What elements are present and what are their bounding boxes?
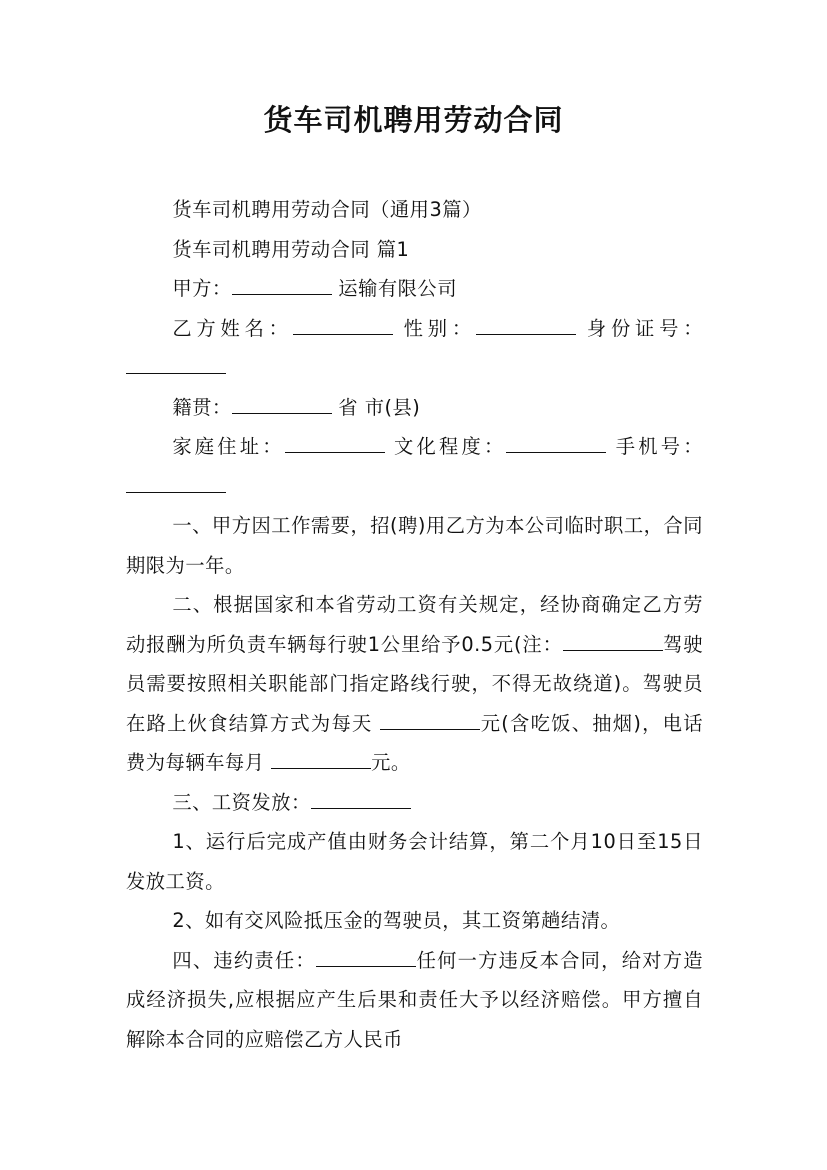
clause-3-item-2 — [126, 901, 703, 941]
address-label: 家庭住址： — [172, 435, 285, 458]
clause-4-label: 四、违约责任： — [172, 948, 316, 972]
subheading-text: 货车司机聘用劳动合同 篇1 — [172, 237, 410, 261]
clause-2-text-d: 元。 — [371, 751, 411, 774]
clause-3-item-2-text: 2、如有交风险抵压金的驾驶员，其工资第趟结清。 — [172, 909, 621, 932]
clause-2 — [126, 585, 703, 783]
party-b-line — [126, 309, 703, 388]
native-place-line — [126, 388, 703, 428]
blank-line — [316, 943, 416, 966]
party-a-line — [126, 269, 703, 309]
blank-line — [232, 272, 332, 295]
education-label: 文化程度： — [384, 435, 507, 458]
clause-3-item-1 — [126, 822, 703, 901]
clause-2-text-c: 元(含吃饭、抽烟)，电话费为每辆车每月 — [126, 711, 703, 774]
clause-1 — [126, 506, 703, 585]
blank-line — [232, 390, 332, 413]
name-label: 乙方姓名： — [172, 316, 293, 340]
gender-label: 性别： — [392, 316, 476, 340]
clause-4 — [126, 941, 703, 1060]
paragraph-subheading — [126, 230, 703, 270]
blank-line — [126, 351, 226, 374]
blank-line — [563, 627, 663, 650]
clause-1-text: 一、甲方因工作需要，招(聘)用乙方为本公司临时职工，合同期限为一年。 — [126, 514, 703, 577]
blank-line — [311, 785, 411, 808]
blank-line — [476, 311, 576, 334]
document-title: 货车司机聘用劳动合同 — [263, 103, 564, 137]
clause-2-text-a: 二、根据国家和本省劳动工资有关规定，经协商确定乙方劳动报酬为所负责车辆每行驶1公里给予0.5元(注： — [126, 593, 703, 656]
clause-3 — [126, 783, 703, 823]
id-number-label: 身份证号： — [575, 316, 703, 340]
blank-line — [271, 746, 371, 769]
clause-4-text: 任何一方违反本合同，给对方造成经济损失,应根据应产生后果和责任大予以经济赔偿。甲方擅自解除本合同的应赔偿乙方人民币 — [126, 948, 703, 1051]
blank-line — [380, 706, 480, 729]
blank-line — [285, 430, 385, 453]
blank-line — [126, 469, 226, 492]
blank-line — [293, 311, 393, 334]
party-a-label: 甲方： — [172, 277, 232, 300]
paragraph-heading — [126, 190, 703, 230]
phone-label: 手机号： — [606, 435, 703, 458]
party-a-company: 运输有限公司 — [331, 277, 457, 300]
clause-3-item-1-text: 1、运行后完成产值由财务会计结算，第二个月10日至15日发放工资。 — [126, 830, 703, 893]
native-place-label: 籍贯： — [172, 395, 232, 419]
document-body — [126, 190, 703, 1059]
province-city-label: 省 市(县) — [331, 395, 421, 419]
address-line — [126, 427, 703, 506]
clause-2-text-b: 驾驶员需要按照相关职能部门指定路线行驶，不得无故绕道)。驾驶员在路上伙食结算方式为每天 — [126, 632, 704, 735]
heading-text: 货车司机聘用劳动合同（通用3篇） — [172, 198, 482, 221]
blank-line — [506, 430, 606, 453]
clause-3-text: 三、工资发放： — [172, 790, 311, 814]
